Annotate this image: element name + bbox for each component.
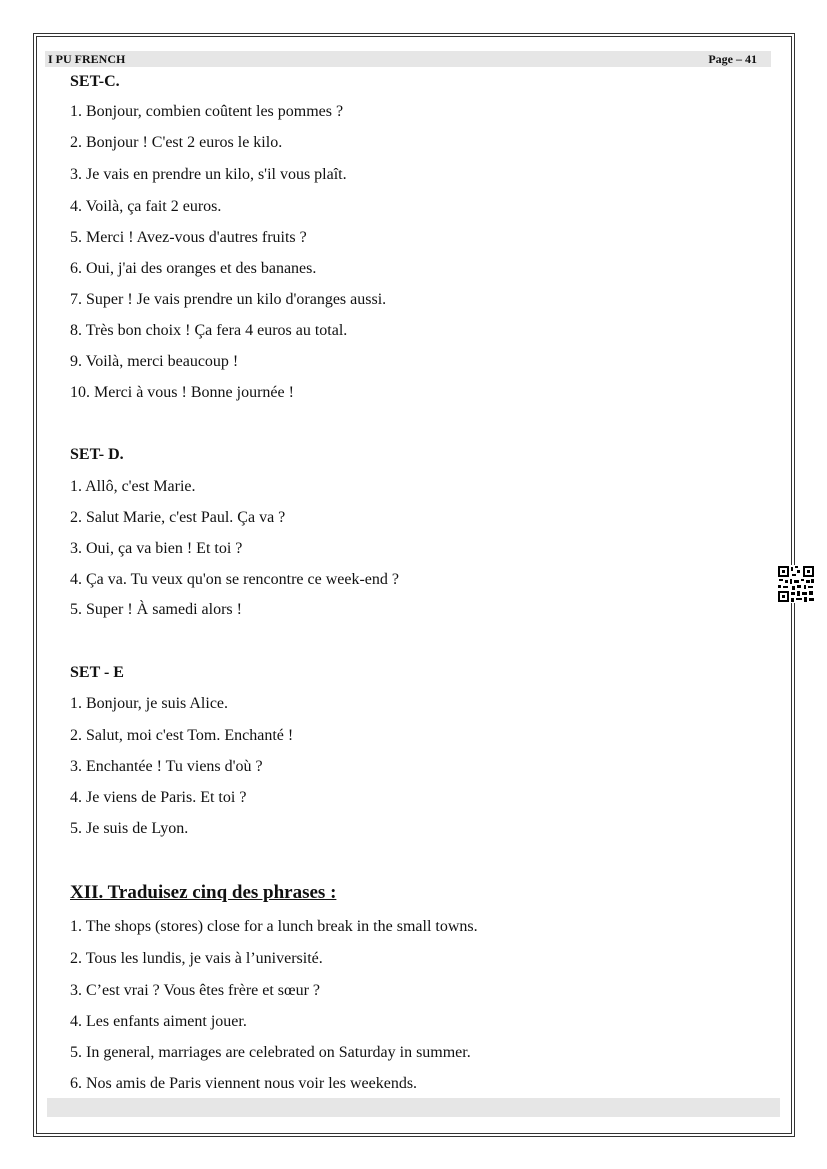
set-d-line: 4. Ça va. Tu veux qu'on se rencontre ce week-end ? bbox=[70, 571, 400, 588]
section-xii-line: 2. Tous les lundis, je vais à l’université. bbox=[70, 950, 323, 967]
set-d-line: 1. Allô, c'est Marie. bbox=[70, 478, 196, 495]
set-c-line: 8. Très bon choix ! Ça fera 4 euros au total. bbox=[70, 322, 348, 339]
set-c-line: 6. Oui, j'ai des oranges et des bananes. bbox=[70, 260, 317, 277]
set-c-line: 5. Merci ! Avez-vous d'autres fruits ? bbox=[70, 229, 307, 246]
section-xii-line: 6. Nos amis de Paris viennent nous voir les weekends. bbox=[70, 1075, 418, 1092]
section-xii-line: 4. Les enfants aiment jouer. bbox=[70, 1013, 247, 1030]
header-bar bbox=[45, 51, 771, 67]
set-d-line: 2. Salut Marie, c'est Paul. Ça va ? bbox=[70, 509, 286, 526]
set-c-line: 7. Super ! Je vais prendre un kilo d'oranges aussi. bbox=[70, 291, 387, 308]
footer-bar bbox=[47, 1098, 780, 1117]
set-e-title: SET - E bbox=[70, 664, 124, 681]
set-e-line: 1. Bonjour, je suis Alice. bbox=[70, 695, 229, 712]
set-c-line: 1. Bonjour, combien coûtent les pommes ? bbox=[70, 103, 344, 120]
set-c-line: 2. Bonjour ! C'est 2 euros le kilo. bbox=[70, 134, 283, 151]
set-d-title: SET- D. bbox=[70, 446, 124, 463]
header-page-number: Page – 41 bbox=[708, 52, 757, 66]
set-e-line: 3. Enchantée ! Tu viens d'où ? bbox=[70, 758, 263, 775]
header-course-title: I PU FRENCH bbox=[48, 52, 126, 66]
section-xii-line: 1. The shops (stores) close for a lunch break in the small towns. bbox=[70, 918, 478, 935]
set-c-line: 10. Merci à vous ! Bonne journée ! bbox=[70, 384, 294, 401]
section-xii-title: XII. Traduisez cinq des phrases : bbox=[70, 882, 337, 903]
set-e-line: 5. Je suis de Lyon. bbox=[70, 820, 189, 837]
section-xii-line: 3. C’est vrai ? Vous êtes frère et sœur ? bbox=[70, 982, 320, 999]
set-d-line: 3. Oui, ça va bien ! Et toi ? bbox=[70, 540, 243, 557]
section-xii-line: 5. In general, marriages are celebrated on Saturday in summer. bbox=[70, 1044, 471, 1061]
set-e-line: 2. Salut, moi c'est Tom. Enchanté ! bbox=[70, 727, 294, 744]
set-d-line: 5. Super ! À samedi alors ! bbox=[70, 601, 242, 618]
qr-code-icon bbox=[777, 565, 815, 603]
set-c-line: 4. Voilà, ça fait 2 euros. bbox=[70, 198, 222, 215]
set-c-title: SET-C. bbox=[70, 73, 120, 90]
set-e-line: 4. Je viens de Paris. Et toi ? bbox=[70, 789, 247, 806]
set-c-line: 9. Voilà, merci beaucoup ! bbox=[70, 353, 239, 370]
set-c-line: 3. Je vais en prendre un kilo, s'il vous plaît. bbox=[70, 166, 347, 183]
